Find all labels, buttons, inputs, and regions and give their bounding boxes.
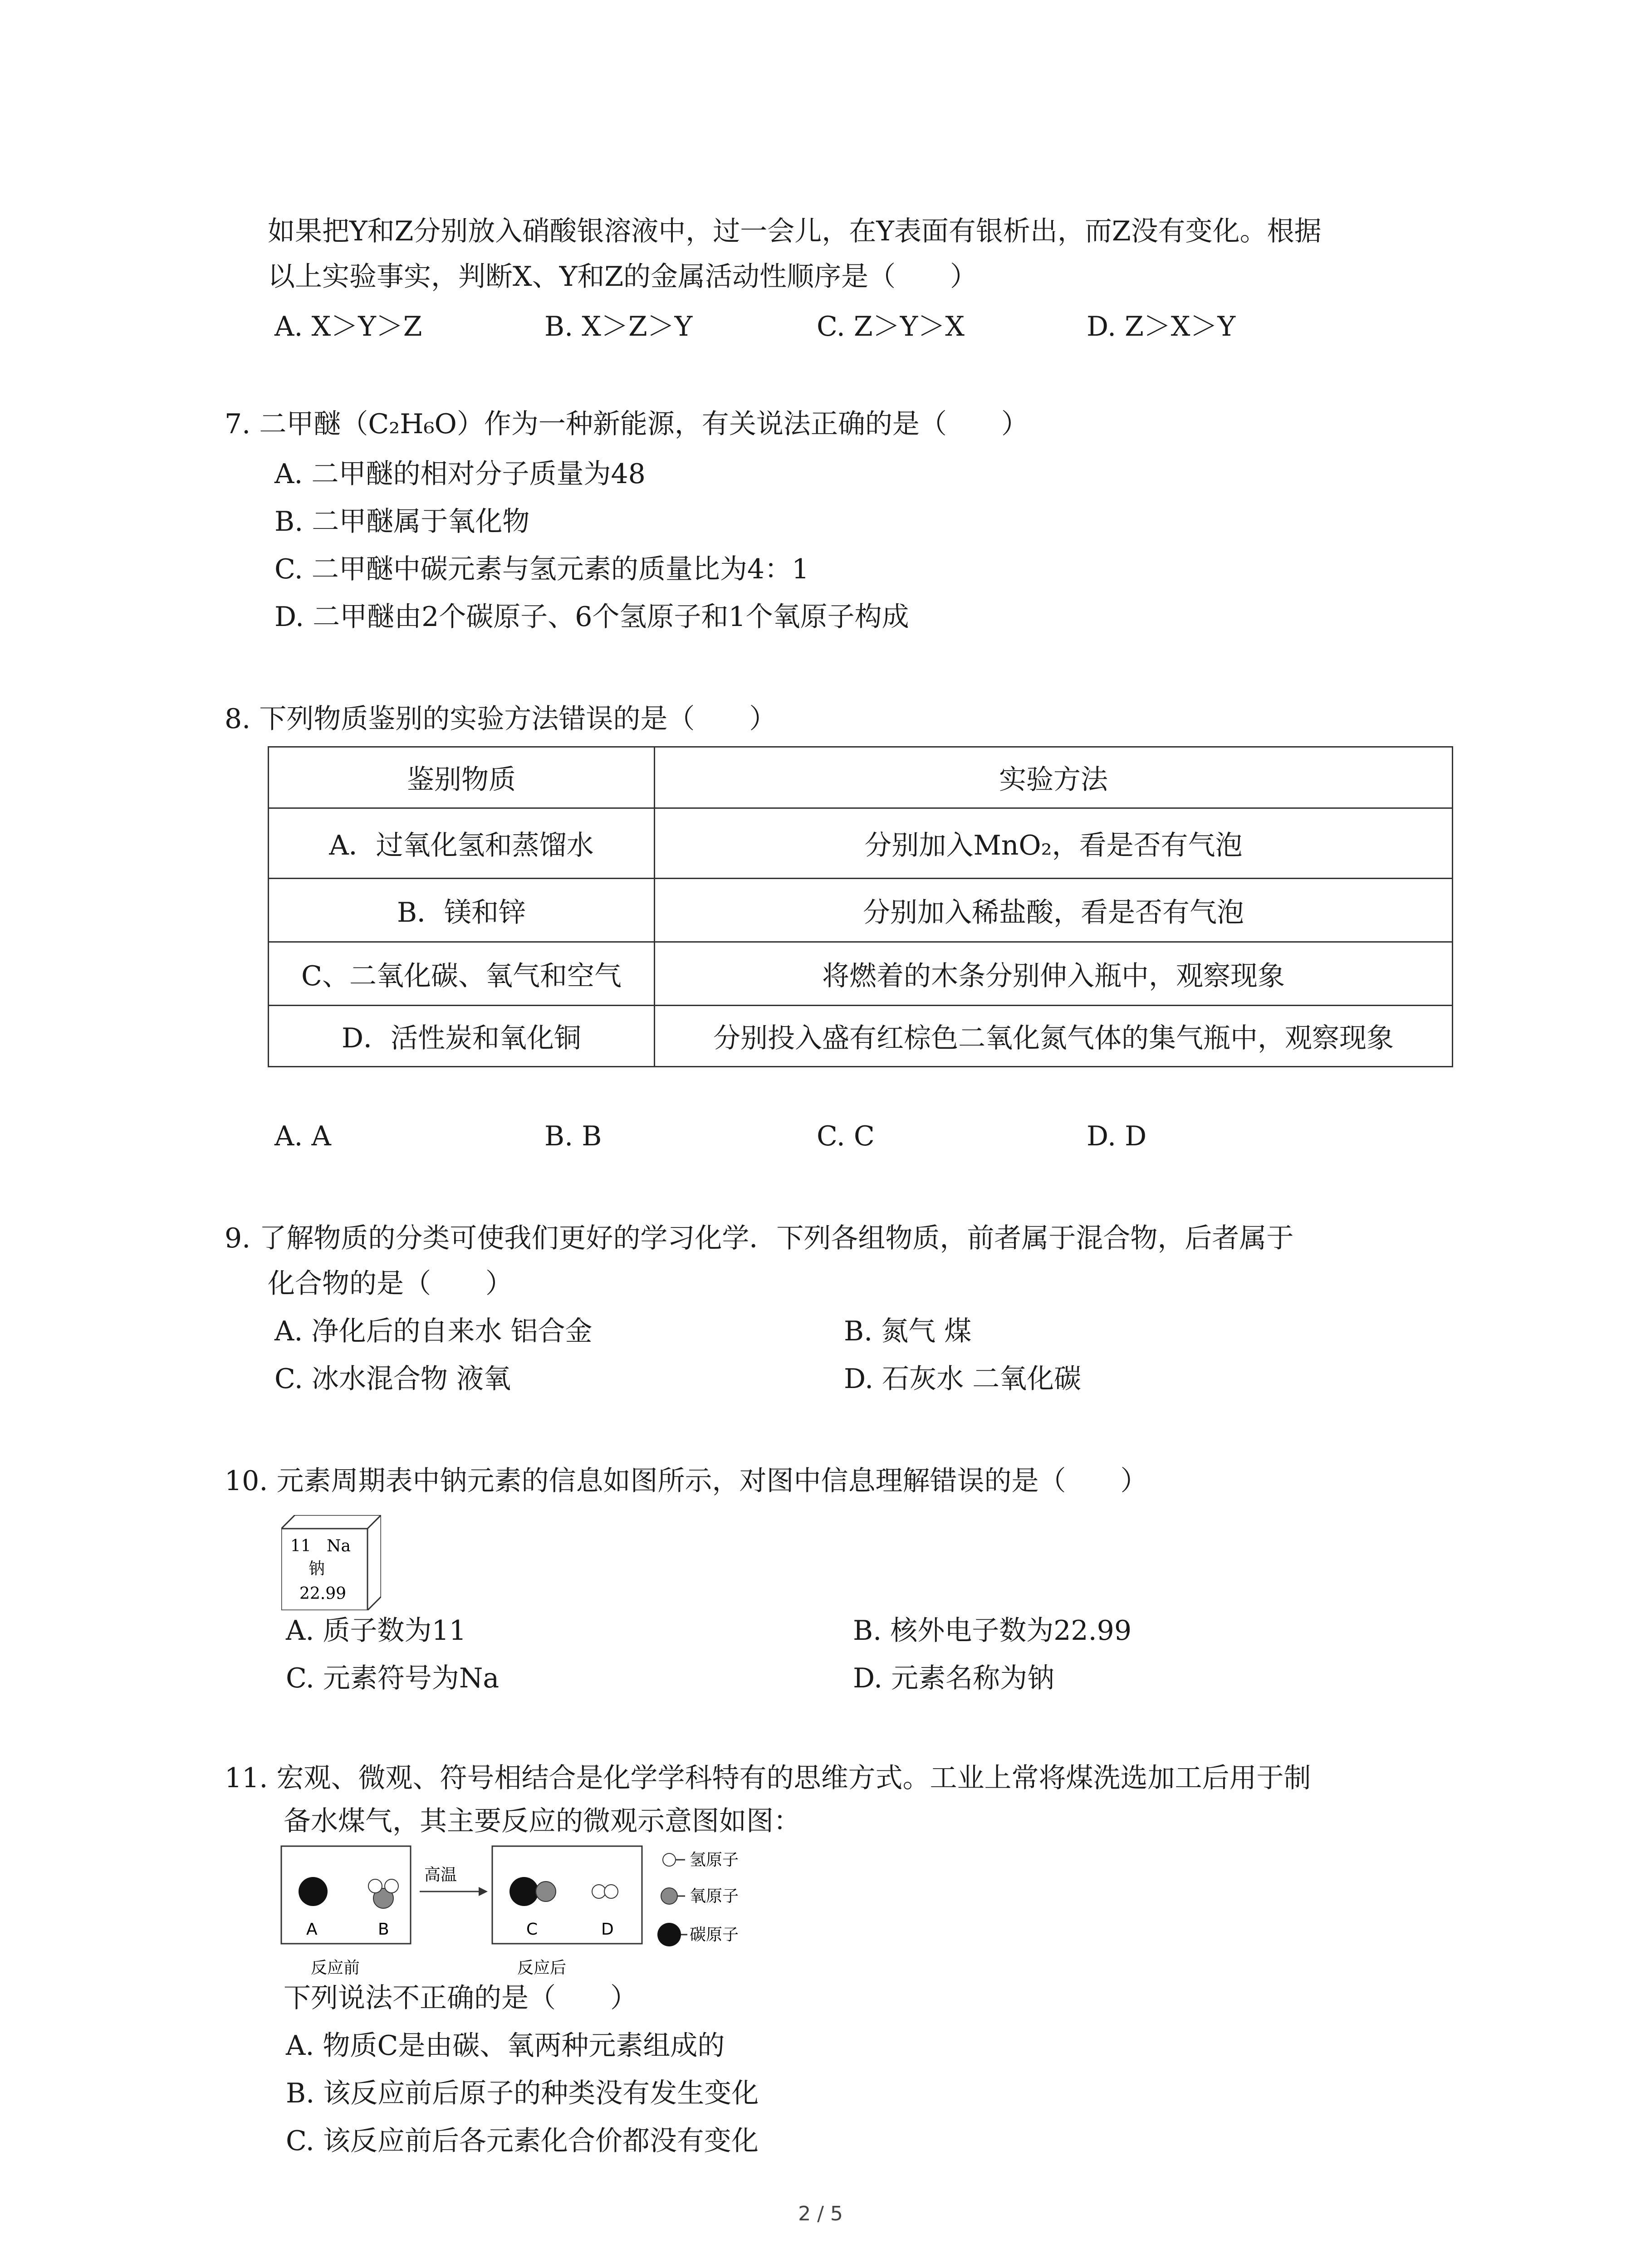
q10-option-c: C. 元素符号为Na <box>286 1662 500 1694</box>
q7-stem: 7. 二甲醚（C₂H₆O）作为一种新能源，有关说法正确的是（ ） <box>225 408 1029 440</box>
q11-option-a: A. 物质C是由碳、氧两种元素组成的 <box>286 2030 725 2062</box>
carbon-atom-icon <box>657 1923 681 1946</box>
before-caption: 反应前 <box>311 1959 360 1977</box>
q6-option-b: B. X＞Z＞Y <box>544 311 693 342</box>
sodium-element-card <box>281 1515 381 1610</box>
oxygen-atom-icon <box>661 1888 677 1904</box>
q8-stem: 8. 下列物质鉴别的实验方法错误的是（ ） <box>225 703 777 735</box>
q11-option-c: C. 该反应前后各元素化合价都没有变化 <box>286 2125 759 2157</box>
q9-option-d: D. 石灰水 二氧化碳 <box>844 1363 1082 1395</box>
q7-option-c: C. 二甲醚中碳元素与氢元素的质量比为4：1 <box>274 553 809 585</box>
q11-line1: 11. 宏观、微观、符号相结合是化学学科特有的思维方式。工业上常将煤洗选加工后用于制 <box>225 1762 1311 1794</box>
q8-option-c: C. C <box>817 1120 875 1152</box>
q8-cell: 将燃着的木条分别伸入瓶中，观察现象 <box>655 942 1453 1006</box>
element-number: 11 <box>290 1537 311 1555</box>
q8-option-b: B. B <box>544 1120 602 1152</box>
q8-cell: 分别加入稀盐酸，看是否有气泡 <box>655 879 1453 942</box>
element-mass: 22.99 <box>299 1584 347 1603</box>
q10-option-a: A. 质子数为11 <box>286 1615 466 1647</box>
legend-hydrogen: 氢原子 <box>690 1851 739 1869</box>
q6-option-d: D. Z＞X＞Y <box>1087 311 1236 342</box>
q8-cell: 分别加入MnO₂，看是否有气泡 <box>655 808 1453 879</box>
q9-line2: 化合物的是（ ） <box>268 1268 513 1300</box>
label-c: C <box>526 1920 538 1939</box>
q8-cell: B．镁和锌 <box>269 879 655 942</box>
legend-oxygen: 氧原子 <box>690 1887 739 1906</box>
q6-option-c: C. Z＞Y＞X <box>817 311 965 342</box>
arrow-label: 高温 <box>424 1866 457 1884</box>
label-a: A <box>306 1920 318 1939</box>
q8-cell: C、二氧化碳、氧气和空气 <box>269 942 655 1006</box>
q8-option-d: D. D <box>1087 1120 1147 1152</box>
q6-line1: 如果把Y和Z分别放入硝酸银溶液中，过一会儿，在Y表面有银析出，而Z没有变化。根据 <box>268 215 1322 247</box>
q11-line2: 备水煤气，其主要反应的微观示意图如图： <box>284 1805 801 1837</box>
q9-option-a: A. 净化后的自来水 铝合金 <box>274 1315 593 1347</box>
q11-prompt: 下列说法不正确的是（ ） <box>284 1982 637 2014</box>
q7-option-d: D. 二甲醚由2个碳原子、6个氢原子和1个氧原子构成 <box>274 601 909 633</box>
q10-option-b: B. 核外电子数为22.99 <box>853 1615 1132 1647</box>
arrow-icon <box>479 1887 488 1896</box>
label-b: B <box>378 1920 389 1939</box>
q8-cell: 分别投入盛有红棕色二氧化氮气体的集气瓶中，观察现象 <box>655 1006 1453 1067</box>
hydrogen-atom-icon <box>663 1853 676 1866</box>
q11-option-b: B. 该反应前后原子的种类没有发生变化 <box>286 2077 759 2109</box>
element-name: 钠 <box>309 1559 325 1578</box>
q7-option-a: A. 二甲醚的相对分子质量为48 <box>274 458 646 490</box>
q6-option-a: A. X＞Y＞Z <box>274 311 422 342</box>
q8-option-a: A. A <box>274 1120 331 1152</box>
q8-cell: A．过氧化氢和蒸馏水 <box>269 808 655 879</box>
q8-table <box>268 746 1453 1067</box>
after-caption: 反应后 <box>517 1959 567 1977</box>
q8-header-method: 实验方法 <box>655 747 1453 808</box>
reaction-diagram <box>279 1837 801 1991</box>
element-symbol: Na <box>327 1537 351 1555</box>
q9-line1: 9. 了解物质的分类可使我们更好的学习化学．下列各组物质，前者属于混合物，后者属于 <box>225 1222 1294 1254</box>
legend-carbon: 碳原子 <box>690 1926 739 1944</box>
page-number: 2 / 5 <box>798 2202 843 2225</box>
q10-stem: 10. 元素周期表中钠元素的信息如图所示，对图中信息理解错误的是（ ） <box>225 1465 1148 1497</box>
label-d: D <box>601 1920 614 1939</box>
q9-option-b: B. 氮气 煤 <box>844 1315 972 1347</box>
q8-cell: D．活性炭和氧化铜 <box>269 1006 655 1067</box>
q7-option-b: B. 二甲醚属于氧化物 <box>274 506 530 538</box>
q9-option-c: C. 冰水混合物 液氧 <box>274 1363 511 1395</box>
q10-option-d: D. 元素名称为钠 <box>853 1662 1055 1694</box>
q6-line2: 以上实验事实，判断X、Y和Z的金属活动性顺序是（ ） <box>268 261 978 293</box>
q8-header-substance: 鉴别物质 <box>269 747 655 808</box>
